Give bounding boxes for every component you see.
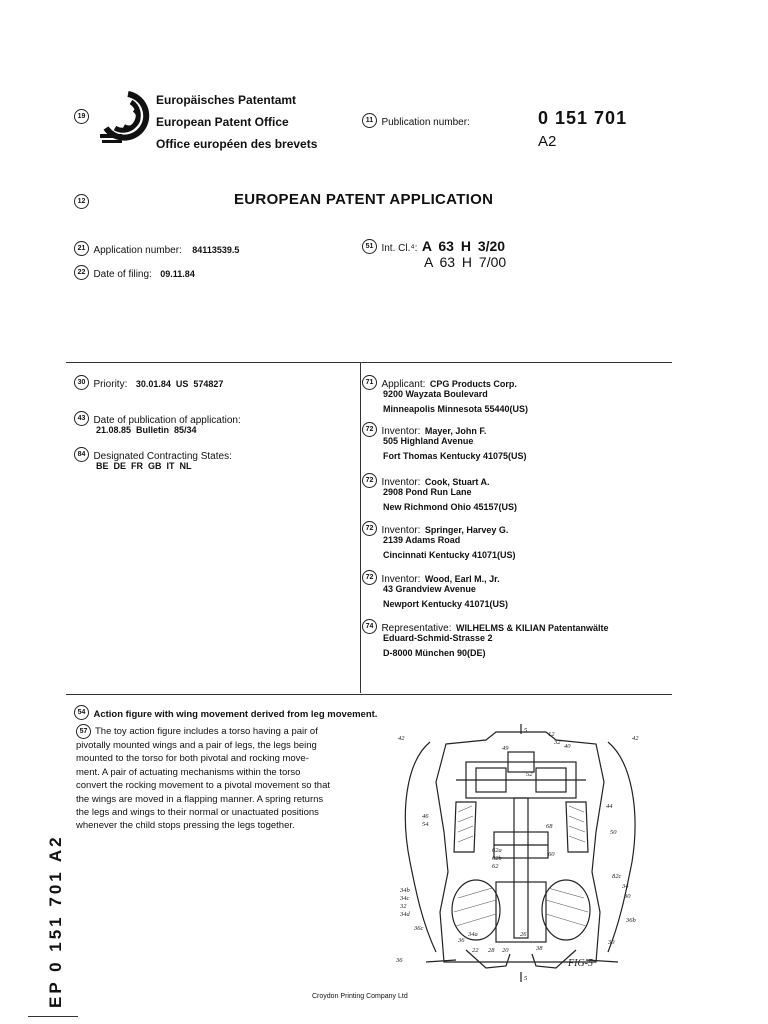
inid-code-72: 72 — [362, 570, 377, 585]
document-type-title: EUROPEAN PATENT APPLICATION — [234, 191, 494, 208]
figure-label: 36b — [626, 917, 636, 924]
figure-label: 38 — [536, 945, 543, 952]
classification-label: Int. Cl.⁴: — [381, 243, 418, 254]
priority-label: Priority: — [93, 379, 128, 390]
inventor-name: Wood, Earl M., Jr. — [424, 574, 500, 584]
representative-address-1: Eduard-Schmid-Strasse 2 — [383, 633, 493, 643]
inid-code-12: 12 — [74, 194, 89, 209]
inid-code-72: 72 — [362, 521, 377, 536]
office-name-en: European Patent Office — [156, 115, 289, 129]
filing-label: Date of filing: — [93, 269, 152, 280]
classification-line-2: A 63 H 7/00 — [424, 254, 507, 270]
footer-rule — [28, 1016, 78, 1017]
inid-code-54: 54 — [74, 705, 89, 720]
inid-code-21: 21 — [74, 241, 89, 256]
applicant-address-2: Minneapolis Minnesota 55440(US) — [383, 404, 529, 414]
torso-outline — [436, 732, 604, 962]
section-rule-bottom — [66, 694, 672, 695]
applicant-label: Applicant: — [381, 379, 426, 390]
representative-label: Representative: — [381, 623, 452, 634]
inventor-address-line: 505 Highland Avenue — [383, 436, 474, 446]
inid-code-43: 43 — [74, 411, 89, 426]
abstract-line: the wings are moved in a flapping manner. A spring returns — [76, 793, 324, 805]
figure-label: 34c — [400, 895, 410, 902]
inid-code-51: 51 — [362, 239, 377, 254]
abstract-line: ment. A pair of actuating mechanisms within the torso — [76, 766, 301, 778]
inventor-label: Inventor: — [381, 477, 421, 488]
application-number: 84113539.5 — [192, 245, 240, 255]
section-rule-top — [66, 362, 672, 363]
patent-figure — [396, 722, 654, 984]
abstract-line: the legs and wings to their normal or unactuated positions — [76, 807, 319, 819]
figure-label: 62a — [492, 847, 502, 854]
inventor-label: Inventor: — [381, 574, 421, 585]
publication-label: Publication number: — [381, 117, 470, 128]
inventor-name: Cook, Stuart A. — [424, 477, 490, 487]
inid-code-57: 57 — [76, 724, 91, 739]
figure-label: 42 — [632, 735, 639, 742]
figure-label: 34 — [622, 883, 629, 890]
representative-name: WILHELMS & KILIAN Patentanwälte — [455, 623, 609, 633]
figure-label: 44 — [606, 803, 613, 810]
figure-label: 28 — [488, 947, 495, 954]
figure-label: 62 — [492, 863, 499, 870]
inventor-label: Inventor: — [381, 525, 421, 536]
inid-code-19: 19 — [74, 109, 89, 124]
inid-code-71: 71 — [362, 375, 377, 390]
central-rod — [514, 798, 528, 938]
figure-label: 68 — [546, 823, 553, 830]
publication-number: 0 151 701 — [538, 108, 628, 128]
inid-code-30: 30 — [74, 375, 89, 390]
inventor-address-line: New Richmond Ohio 45157(US) — [383, 502, 518, 512]
figure-label: 50 — [610, 829, 617, 836]
figure-label: 26 — [520, 931, 527, 938]
figure-label: 60 — [548, 851, 555, 858]
figure-label: 49 — [502, 745, 509, 752]
figure-label: 36 — [396, 957, 403, 964]
figure-label: 34d — [400, 911, 410, 918]
figure-label: 5 — [524, 975, 528, 982]
figure-label: 42 — [398, 735, 405, 742]
applicant-name: CPG Products Corp. — [429, 379, 517, 389]
inventor-address-line: 2908 Pond Run Lane — [383, 487, 472, 497]
figure-label: 54 — [422, 821, 429, 828]
printer-credit: Croydon Printing Company Ltd — [312, 993, 408, 1000]
inid-code-72: 72 — [362, 473, 377, 488]
left-wing-outline — [405, 742, 436, 952]
figure-label: 32 — [400, 903, 407, 910]
figure-label: 62b — [492, 855, 502, 862]
inventor-name: Springer, Harvey G. — [424, 525, 509, 535]
inid-code-22: 22 — [74, 265, 89, 280]
office-name-de: Europäisches Patentamt — [156, 93, 297, 107]
figure-label: 22 — [472, 947, 479, 954]
figure-label: 46 — [422, 813, 429, 820]
inid-code-74: 74 — [362, 619, 377, 634]
inventor-address-line: Cincinnati Kentucky 41071(US) — [383, 550, 516, 560]
figure-label: 36 — [458, 937, 465, 944]
applicant-address-1: 9200 Wayzata Boulevard — [383, 389, 488, 399]
inid-code-72: 72 — [362, 422, 377, 437]
figure-label: 30 — [608, 939, 615, 946]
representative-address-2: D-8000 München 90(DE) — [383, 648, 486, 658]
inid-code-84: 84 — [74, 447, 89, 462]
inventor-name: Mayer, John F. — [424, 426, 487, 436]
publication-kind: A2 — [538, 133, 557, 150]
figure-caption: FIG-5 — [568, 958, 593, 969]
inventor-label: Inventor: — [381, 426, 421, 437]
figure-label: 40 — [564, 743, 571, 750]
abstract-line: whenever the child stops pressing the legs together. — [76, 820, 295, 832]
figure-label: 52 — [526, 771, 533, 778]
abstract-line: mounted to the torso for both pivotal and rocking move- — [76, 753, 309, 765]
side-publication-label: EP 0 151 701 A2 — [46, 834, 65, 1008]
figure-label: 20 — [502, 947, 509, 954]
figure-label: 34b — [400, 887, 410, 894]
designated-states-label: Designated Contracting States: — [93, 451, 232, 462]
filing-date: 09.11.84 — [160, 269, 195, 279]
application-label: Application number: — [93, 245, 182, 256]
publication-date-value: 21.08.85 Bulletin 85/34 — [96, 425, 197, 435]
abstract-line: The toy action figure includes a torso having a pair of — [95, 726, 318, 738]
epo-logo-icon — [98, 88, 152, 148]
invention-title: Action figure with wing movement derived from leg movement. — [93, 709, 378, 720]
inventor-address-line: 43 Grandview Avenue — [383, 584, 476, 594]
figure-label: 36c — [414, 925, 424, 932]
abstract-line: convert the rocking movement to a pivotal movement so that — [76, 780, 330, 792]
inventor-address-line: Fort Thomas Kentucky 41075(US) — [383, 451, 527, 461]
figure-label: 12 — [548, 731, 555, 738]
classification-line-1: A 63 H 3/20 — [421, 238, 506, 254]
abstract-line: pivotally mounted wings and a pair of legs, the legs being — [76, 740, 317, 751]
figure-label: 82c — [612, 873, 622, 880]
publication-date-label: Date of publication of application: — [93, 415, 241, 426]
inventor-address-line: 2139 Adams Road — [383, 535, 461, 545]
inventor-address-line: Newport Kentucky 41071(US) — [383, 599, 509, 609]
designated-states-value: BE DE FR GB IT NL — [96, 461, 192, 471]
right-leg-joint — [542, 880, 590, 940]
figure-label: 32 — [554, 739, 561, 746]
figure-label: 30 — [624, 893, 631, 900]
column-divider — [360, 363, 361, 693]
figure-label: 34a — [468, 931, 478, 938]
figure-label: 5 — [524, 727, 528, 734]
priority-value: 30.01.84 US 574827 — [135, 379, 224, 389]
office-name-fr: Office européen des brevets — [156, 137, 318, 151]
inid-code-11: 11 — [362, 113, 377, 128]
